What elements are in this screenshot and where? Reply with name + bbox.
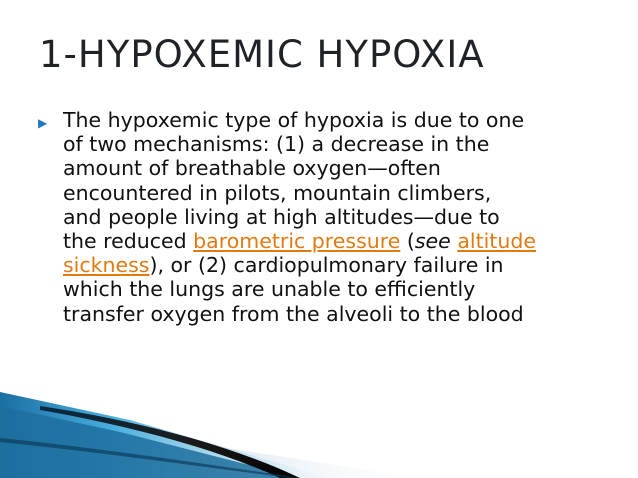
text-segment: and people living at high altitudes—due to: [63, 204, 500, 229]
text-line: [63, 181, 536, 205]
text-line: [63, 156, 536, 180]
bullet-text: [63, 108, 536, 326]
corner-swoosh-decoration: [0, 386, 638, 478]
text-segment: The hypoxemic type of hypoxia is due to one: [63, 108, 525, 132]
italic-text: see: [414, 228, 451, 253]
text-segment: ), or (2) cardiopulmonary failure in: [149, 253, 504, 278]
slide-title: 1-HYPOXEMIC HYPOXIA: [39, 33, 485, 76]
text-line: [63, 132, 536, 156]
text-segment: amount of breathable oxygen—often: [63, 156, 441, 181]
hyperlink[interactable]: barometric pressure: [193, 228, 401, 253]
text-segment: of two mechanisms: (1) a decrease in the: [63, 132, 490, 157]
text-line: [63, 108, 536, 132]
text-segment: the reduced: [63, 228, 194, 253]
hyperlink[interactable]: sickness: [63, 253, 150, 278]
text-line: [63, 229, 536, 253]
text-segment: encountered in pilots, mountain climbers,: [63, 180, 492, 205]
text-line: [63, 277, 536, 301]
bullet-arrow-icon: ▶: [38, 116, 48, 130]
text-segment: transfer oxygen from the alveoli to the blood: [63, 301, 524, 326]
text-segment: (: [400, 228, 415, 253]
hyperlink[interactable]: altitude: [457, 228, 536, 253]
text-line: [63, 205, 536, 229]
text-line: [63, 302, 536, 326]
text-segment: which the lungs are unable to efficiently: [63, 277, 476, 302]
text-line: [63, 253, 536, 277]
